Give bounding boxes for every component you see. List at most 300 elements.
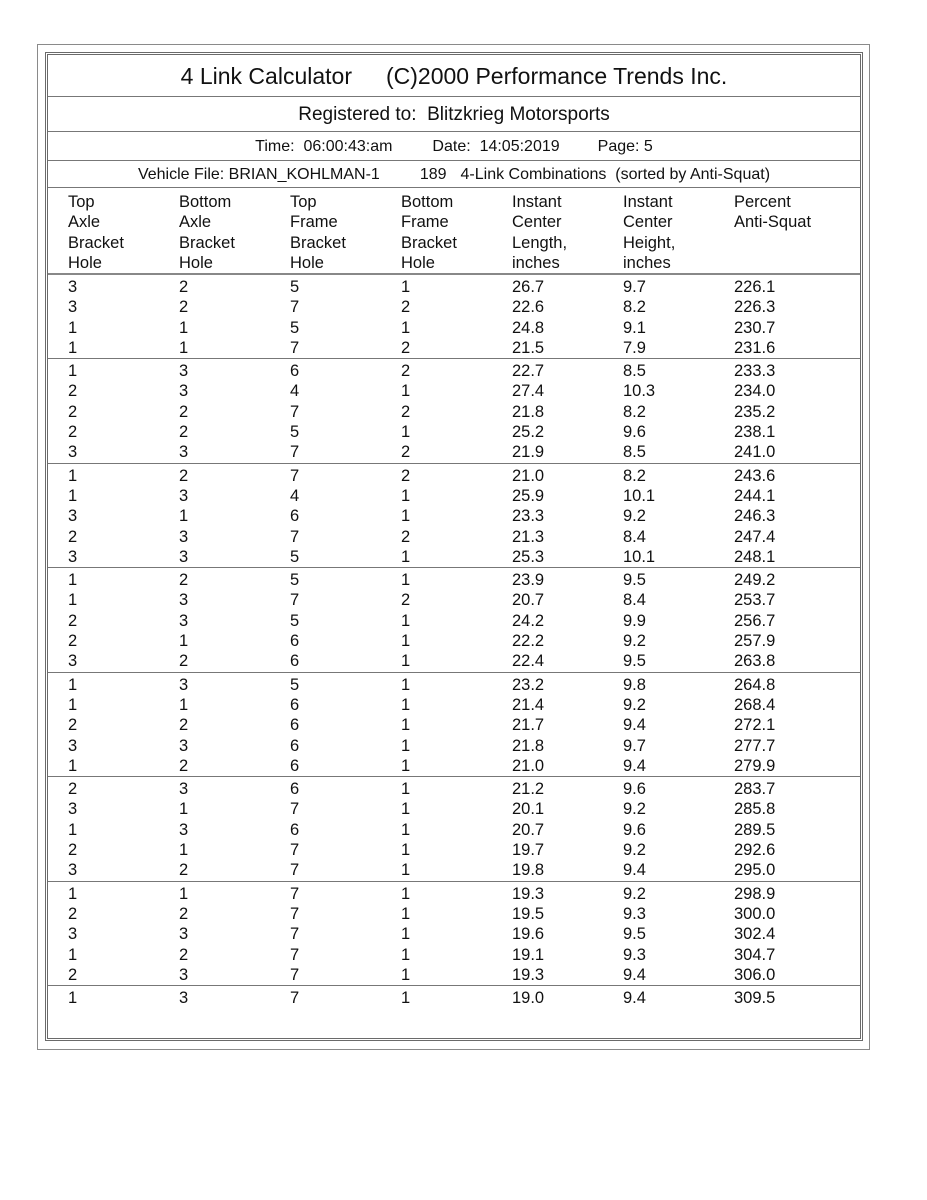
cell-bottom-axle-bracket-hole: 3 <box>179 925 189 944</box>
table-row <box>48 338 860 358</box>
cell-bottom-frame-bracket-hole: 1 <box>401 652 411 671</box>
cell-ic-height: 9.5 <box>623 925 646 944</box>
row-group <box>48 986 860 1008</box>
cell-bottom-axle-bracket-hole: 3 <box>179 591 189 610</box>
cell-percent-anti-squat: 243.6 <box>734 466 776 485</box>
cell-ic-length: 21.4 <box>512 695 545 714</box>
cell-ic-length: 20.7 <box>512 820 545 839</box>
cell-top-axle-bracket-hole: 3 <box>68 443 78 462</box>
date-label: Date: <box>432 138 471 155</box>
cell-ic-length: 19.8 <box>512 861 545 880</box>
vehicle-line <box>48 161 860 188</box>
cell-bottom-frame-bracket-hole: 1 <box>401 841 411 860</box>
cell-top-axle-bracket-hole: 3 <box>68 507 78 526</box>
cell-percent-anti-squat: 302.4 <box>734 925 776 944</box>
cell-bottom-frame-bracket-hole: 1 <box>401 423 411 442</box>
cell-ic-length: 25.3 <box>512 547 545 566</box>
cell-bottom-axle-bracket-hole: 2 <box>179 402 189 421</box>
cell-ic-height: 7.9 <box>623 338 646 357</box>
cell-top-frame-bracket-hole: 5 <box>290 547 300 566</box>
cell-bottom-frame-bracket-hole: 1 <box>401 675 411 694</box>
cell-top-axle-bracket-hole: 2 <box>68 611 78 630</box>
cell-ic-height: 9.9 <box>623 611 646 630</box>
cell-top-axle-bracket-hole: 1 <box>68 318 78 337</box>
column-header-top-frame-bracket-hole <box>290 192 346 273</box>
column-header-line: Center <box>512 213 562 232</box>
cell-ic-height: 9.2 <box>623 632 646 651</box>
cell-ic-length: 19.0 <box>512 989 545 1008</box>
cell-bottom-axle-bracket-hole: 2 <box>179 571 189 590</box>
cell-bottom-axle-bracket-hole: 1 <box>179 841 189 860</box>
cell-top-axle-bracket-hole: 2 <box>68 423 78 442</box>
cell-top-axle-bracket-hole: 1 <box>68 945 78 964</box>
cell-ic-height: 9.2 <box>623 507 646 526</box>
cell-bottom-axle-bracket-hole: 3 <box>179 675 189 694</box>
cell-top-axle-bracket-hole: 3 <box>68 925 78 944</box>
column-header-line: inches <box>623 253 671 272</box>
cell-ic-length: 19.6 <box>512 925 545 944</box>
cell-bottom-frame-bracket-hole: 1 <box>401 611 411 630</box>
cell-top-axle-bracket-hole: 1 <box>68 571 78 590</box>
sort-note: (sorted by Anti-Squat) <box>615 166 771 183</box>
cell-percent-anti-squat: 304.7 <box>734 945 776 964</box>
cell-bottom-axle-bracket-hole: 2 <box>179 861 189 880</box>
cell-top-frame-bracket-hole: 7 <box>290 527 300 546</box>
table-row <box>48 924 860 944</box>
cell-ic-length: 22.6 <box>512 298 545 317</box>
cell-percent-anti-squat: 226.1 <box>734 278 776 296</box>
cell-percent-anti-squat: 309.5 <box>734 989 776 1008</box>
cell-ic-length: 19.5 <box>512 904 545 923</box>
row-group <box>48 673 860 777</box>
cell-bottom-axle-bracket-hole: 2 <box>179 756 189 775</box>
cell-percent-anti-squat: 253.7 <box>734 591 776 610</box>
cell-percent-anti-squat: 248.1 <box>734 547 776 566</box>
cell-top-frame-bracket-hole: 7 <box>290 925 300 944</box>
cell-bottom-frame-bracket-hole: 2 <box>401 466 411 485</box>
table-row <box>48 675 860 695</box>
cell-ic-height: 9.6 <box>623 423 646 442</box>
cell-percent-anti-squat: 295.0 <box>734 861 776 880</box>
cell-top-frame-bracket-hole: 6 <box>290 716 300 735</box>
cell-bottom-axle-bracket-hole: 3 <box>179 989 189 1008</box>
row-group <box>48 275 860 359</box>
cell-percent-anti-squat: 263.8 <box>734 652 776 671</box>
cell-top-axle-bracket-hole: 2 <box>68 402 78 421</box>
cell-top-frame-bracket-hole: 6 <box>290 362 300 381</box>
table-row <box>48 779 860 799</box>
column-header-line <box>734 253 811 273</box>
cell-ic-length: 19.3 <box>512 965 545 984</box>
cell-top-frame-bracket-hole: 5 <box>290 423 300 442</box>
cell-top-axle-bracket-hole: 1 <box>68 820 78 839</box>
table-row <box>48 756 860 776</box>
cell-top-frame-bracket-hole: 6 <box>290 632 300 651</box>
cell-top-axle-bracket-hole: 2 <box>68 780 78 799</box>
cell-ic-length: 24.8 <box>512 318 545 337</box>
table-row <box>48 590 860 610</box>
cell-percent-anti-squat: 249.2 <box>734 571 776 590</box>
row-group <box>48 568 860 672</box>
cell-top-frame-bracket-hole: 7 <box>290 466 300 485</box>
cell-ic-height: 9.7 <box>623 736 646 755</box>
cell-ic-length: 21.7 <box>512 716 545 735</box>
row-group <box>48 359 860 463</box>
report-frame <box>45 52 863 1041</box>
cell-top-axle-bracket-hole: 1 <box>68 362 78 381</box>
column-header-line: Bottom <box>401 193 454 211</box>
column-header-line: Height, <box>623 233 676 252</box>
column-header-line: Percent <box>734 193 791 211</box>
cell-percent-anti-squat: 234.0 <box>734 382 776 401</box>
cell-bottom-axle-bracket-hole: 1 <box>179 338 189 357</box>
column-header-line: Bottom <box>179 193 232 211</box>
date-value: 14:05:2019 <box>479 138 560 155</box>
cell-percent-anti-squat: 306.0 <box>734 965 776 984</box>
registered-to: Blitzkrieg Motorsports <box>427 104 610 125</box>
column-header-line: Center <box>623 213 673 232</box>
cell-top-frame-bracket-hole: 7 <box>290 298 300 317</box>
table-row <box>48 736 860 756</box>
cell-bottom-frame-bracket-hole: 1 <box>401 780 411 799</box>
app-name: 4 Link Calculator <box>180 63 352 89</box>
table-row <box>48 486 860 506</box>
cell-ic-length: 19.7 <box>512 841 545 860</box>
cell-ic-length: 21.2 <box>512 780 545 799</box>
cell-bottom-frame-bracket-hole: 1 <box>401 820 411 839</box>
column-header-line: Top <box>290 193 317 211</box>
cell-ic-length: 21.8 <box>512 736 545 755</box>
cell-top-frame-bracket-hole: 7 <box>290 884 300 903</box>
column-header-line: Hole <box>290 253 324 272</box>
cell-ic-height: 9.7 <box>623 278 646 296</box>
cell-top-axle-bracket-hole: 2 <box>68 632 78 651</box>
cell-top-axle-bracket-hole: 1 <box>68 884 78 903</box>
cell-bottom-axle-bracket-hole: 1 <box>179 318 189 337</box>
cell-percent-anti-squat: 246.3 <box>734 507 776 526</box>
cell-bottom-frame-bracket-hole: 2 <box>401 527 411 546</box>
column-header-line: Instant <box>512 193 562 211</box>
cell-top-frame-bracket-hole: 7 <box>290 904 300 923</box>
cell-bottom-frame-bracket-hole: 1 <box>401 904 411 923</box>
cell-ic-height: 10.3 <box>623 382 656 401</box>
cell-ic-height: 9.2 <box>623 884 646 903</box>
cell-percent-anti-squat: 230.7 <box>734 318 776 337</box>
cell-bottom-axle-bracket-hole: 3 <box>179 547 189 566</box>
cell-ic-height: 8.5 <box>623 362 646 381</box>
cell-ic-height: 9.3 <box>623 945 646 964</box>
cell-top-frame-bracket-hole: 7 <box>290 338 300 357</box>
column-header-line: Hole <box>401 253 435 272</box>
cell-percent-anti-squat: 300.0 <box>734 904 776 923</box>
cell-bottom-frame-bracket-hole: 1 <box>401 800 411 819</box>
table-header <box>48 188 860 275</box>
cell-top-frame-bracket-hole: 6 <box>290 695 300 714</box>
cell-percent-anti-squat: 233.3 <box>734 362 776 381</box>
row-group <box>48 464 860 568</box>
cell-top-axle-bracket-hole: 2 <box>68 904 78 923</box>
cell-percent-anti-squat: 268.4 <box>734 695 776 714</box>
cell-top-axle-bracket-hole: 3 <box>68 861 78 880</box>
cell-top-axle-bracket-hole: 2 <box>68 527 78 546</box>
cell-ic-height: 9.4 <box>623 965 646 984</box>
vehicle-file: BRIAN_KOHLMAN-1 <box>228 166 380 183</box>
cell-ic-height: 9.3 <box>623 904 646 923</box>
row-group <box>48 882 860 986</box>
cell-bottom-axle-bracket-hole: 1 <box>179 632 189 651</box>
cell-top-axle-bracket-hole: 3 <box>68 278 78 296</box>
cell-percent-anti-squat: 264.8 <box>734 675 776 694</box>
cell-bottom-frame-bracket-hole: 1 <box>401 884 411 903</box>
cell-bottom-axle-bracket-hole: 3 <box>179 486 189 505</box>
cell-top-frame-bracket-hole: 6 <box>290 652 300 671</box>
column-header-line: Frame <box>401 213 449 232</box>
cell-top-axle-bracket-hole: 1 <box>68 486 78 505</box>
cell-bottom-frame-bracket-hole: 1 <box>401 507 411 526</box>
cell-top-axle-bracket-hole: 1 <box>68 591 78 610</box>
cell-percent-anti-squat: 257.9 <box>734 632 776 651</box>
cell-ic-length: 23.3 <box>512 507 545 526</box>
cell-top-axle-bracket-hole: 1 <box>68 466 78 485</box>
cell-top-frame-bracket-hole: 5 <box>290 675 300 694</box>
cell-top-axle-bracket-hole: 2 <box>68 716 78 735</box>
cell-top-frame-bracket-hole: 7 <box>290 861 300 880</box>
cell-bottom-axle-bracket-hole: 3 <box>179 611 189 630</box>
row-group <box>48 777 860 881</box>
cell-ic-length: 23.2 <box>512 675 545 694</box>
cell-bottom-frame-bracket-hole: 1 <box>401 945 411 964</box>
column-header-line: inches <box>512 253 560 272</box>
cell-bottom-axle-bracket-hole: 2 <box>179 716 189 735</box>
cell-ic-length: 21.0 <box>512 466 545 485</box>
cell-top-frame-bracket-hole: 5 <box>290 318 300 337</box>
cell-top-frame-bracket-hole: 5 <box>290 571 300 590</box>
cell-bottom-frame-bracket-hole: 1 <box>401 965 411 984</box>
cell-ic-length: 20.7 <box>512 591 545 610</box>
cell-ic-height: 9.4 <box>623 989 646 1008</box>
cell-percent-anti-squat: 247.4 <box>734 527 776 546</box>
cell-ic-length: 26.7 <box>512 278 545 296</box>
cell-ic-height: 8.2 <box>623 298 646 317</box>
cell-bottom-axle-bracket-hole: 2 <box>179 278 189 296</box>
cell-top-axle-bracket-hole: 1 <box>68 675 78 694</box>
column-header-line: Hole <box>68 253 102 272</box>
cell-bottom-axle-bracket-hole: 1 <box>179 884 189 903</box>
cell-bottom-frame-bracket-hole: 1 <box>401 486 411 505</box>
cell-bottom-frame-bracket-hole: 2 <box>401 443 411 462</box>
table-row <box>48 695 860 715</box>
column-header-line: Anti-Squat <box>734 213 812 232</box>
column-header-line: Bracket <box>68 233 124 252</box>
cell-top-frame-bracket-hole: 7 <box>290 402 300 421</box>
table-row <box>48 840 860 860</box>
cell-top-axle-bracket-hole: 2 <box>68 841 78 860</box>
cell-bottom-axle-bracket-hole: 3 <box>179 362 189 381</box>
column-header-line: Bracket <box>290 233 346 252</box>
table-row <box>48 945 860 965</box>
cell-bottom-frame-bracket-hole: 1 <box>401 571 411 590</box>
cell-percent-anti-squat: 272.1 <box>734 716 776 735</box>
cell-ic-height: 9.4 <box>623 861 646 880</box>
table-row <box>48 965 860 985</box>
cell-percent-anti-squat: 231.6 <box>734 338 776 357</box>
cell-ic-height: 9.6 <box>623 780 646 799</box>
cell-ic-length: 25.9 <box>512 486 545 505</box>
cell-percent-anti-squat: 285.8 <box>734 800 776 819</box>
cell-bottom-frame-bracket-hole: 1 <box>401 925 411 944</box>
cell-top-frame-bracket-hole: 7 <box>290 800 300 819</box>
cell-top-axle-bracket-hole: 3 <box>68 652 78 671</box>
table-row <box>48 422 860 442</box>
table-row <box>48 820 860 840</box>
cell-bottom-axle-bracket-hole: 2 <box>179 945 189 964</box>
column-header-line: Bracket <box>179 233 235 252</box>
cell-ic-height: 8.2 <box>623 402 646 421</box>
cell-top-frame-bracket-hole: 5 <box>290 611 300 630</box>
cell-percent-anti-squat: 283.7 <box>734 780 776 799</box>
cell-bottom-frame-bracket-hole: 1 <box>401 861 411 880</box>
cell-top-frame-bracket-hole: 4 <box>290 382 300 401</box>
cell-bottom-frame-bracket-hole: 2 <box>401 338 411 357</box>
column-header-line: Bracket <box>401 233 457 252</box>
cell-bottom-axle-bracket-hole: 2 <box>179 298 189 317</box>
cell-bottom-axle-bracket-hole: 3 <box>179 736 189 755</box>
table-row <box>48 884 860 904</box>
cell-bottom-frame-bracket-hole: 1 <box>401 318 411 337</box>
time-value: 06:00:43:am <box>303 138 393 155</box>
cell-top-frame-bracket-hole: 4 <box>290 486 300 505</box>
cell-top-frame-bracket-hole: 7 <box>290 841 300 860</box>
cell-top-frame-bracket-hole: 7 <box>290 443 300 462</box>
cell-bottom-axle-bracket-hole: 2 <box>179 652 189 671</box>
cell-ic-length: 22.2 <box>512 632 545 651</box>
cell-percent-anti-squat: 238.1 <box>734 423 776 442</box>
cell-ic-height: 8.4 <box>623 591 646 610</box>
vehicle-file-label: Vehicle File: <box>137 166 225 183</box>
cell-percent-anti-squat: 277.7 <box>734 736 776 755</box>
copyright: (C)2000 Performance Trends Inc. <box>385 63 728 89</box>
cell-bottom-axle-bracket-hole: 1 <box>179 695 189 714</box>
cell-bottom-frame-bracket-hole: 1 <box>401 382 411 401</box>
table-row <box>48 506 860 526</box>
cell-top-axle-bracket-hole: 1 <box>68 695 78 714</box>
cell-ic-length: 19.1 <box>512 945 545 964</box>
cell-top-frame-bracket-hole: 7 <box>290 945 300 964</box>
cell-ic-height: 8.4 <box>623 527 646 546</box>
report-title <box>48 55 860 97</box>
cell-ic-length: 21.5 <box>512 338 545 357</box>
cell-bottom-axle-bracket-hole: 3 <box>179 965 189 984</box>
column-header-line: Frame <box>290 213 338 232</box>
cell-ic-length: 22.7 <box>512 362 545 381</box>
cell-percent-anti-squat: 226.3 <box>734 298 776 317</box>
cell-ic-length: 23.9 <box>512 571 545 590</box>
cell-ic-height: 9.2 <box>623 800 646 819</box>
column-header-bottom-frame-bracket-hole <box>401 192 457 273</box>
table-body <box>48 275 860 1008</box>
cell-top-axle-bracket-hole: 1 <box>68 989 78 1008</box>
cell-ic-length: 21.8 <box>512 402 545 421</box>
table-row <box>48 466 860 486</box>
cell-ic-length: 21.9 <box>512 443 545 462</box>
cell-ic-length: 21.0 <box>512 756 545 775</box>
table-row <box>48 277 860 297</box>
cell-top-axle-bracket-hole: 3 <box>68 298 78 317</box>
table-row <box>48 547 860 567</box>
cell-bottom-frame-bracket-hole: 1 <box>401 756 411 775</box>
cell-bottom-axle-bracket-hole: 3 <box>179 820 189 839</box>
cell-top-frame-bracket-hole: 7 <box>290 591 300 610</box>
cell-bottom-frame-bracket-hole: 1 <box>401 632 411 651</box>
table-row <box>48 381 860 401</box>
table-row <box>48 799 860 819</box>
cell-ic-height: 10.1 <box>623 486 656 505</box>
cell-bottom-axle-bracket-hole: 2 <box>179 466 189 485</box>
cell-ic-height: 9.5 <box>623 652 646 671</box>
column-header-line: Hole <box>179 253 213 272</box>
cell-percent-anti-squat: 256.7 <box>734 611 776 630</box>
cell-bottom-axle-bracket-hole: 2 <box>179 904 189 923</box>
cell-ic-height: 9.8 <box>623 675 646 694</box>
cell-bottom-frame-bracket-hole: 1 <box>401 547 411 566</box>
cell-bottom-frame-bracket-hole: 2 <box>401 402 411 421</box>
cell-percent-anti-squat: 292.6 <box>734 841 776 860</box>
cell-ic-length: 25.2 <box>512 423 545 442</box>
cell-top-axle-bracket-hole: 3 <box>68 800 78 819</box>
cell-percent-anti-squat: 279.9 <box>734 756 776 775</box>
cell-ic-height: 9.1 <box>623 318 646 337</box>
cell-bottom-frame-bracket-hole: 2 <box>401 362 411 381</box>
cell-percent-anti-squat: 244.1 <box>734 486 776 505</box>
table-row <box>48 570 860 590</box>
cell-top-axle-bracket-hole: 2 <box>68 382 78 401</box>
cell-top-axle-bracket-hole: 3 <box>68 547 78 566</box>
cell-top-axle-bracket-hole: 2 <box>68 965 78 984</box>
page-label: Page: <box>597 138 640 155</box>
cell-ic-height: 9.2 <box>623 841 646 860</box>
report-meta <box>48 132 860 161</box>
column-header-top-axle-bracket-hole <box>68 192 124 273</box>
page-number: 5 <box>643 138 653 155</box>
cell-ic-height: 9.6 <box>623 820 646 839</box>
cell-top-axle-bracket-hole: 3 <box>68 736 78 755</box>
column-header-line: Axle <box>68 213 101 232</box>
cell-top-frame-bracket-hole: 6 <box>290 756 300 775</box>
column-header-line: Axle <box>179 213 212 232</box>
cell-top-axle-bracket-hole: 1 <box>68 338 78 357</box>
cell-bottom-frame-bracket-hole: 1 <box>401 278 411 296</box>
cell-bottom-frame-bracket-hole: 1 <box>401 716 411 735</box>
table-row <box>48 611 860 631</box>
column-header-line <box>734 233 811 253</box>
registered-label: Registered to: <box>298 104 417 125</box>
cell-top-frame-bracket-hole: 6 <box>290 736 300 755</box>
cell-ic-length: 20.1 <box>512 800 545 819</box>
cell-ic-length: 27.4 <box>512 382 545 401</box>
time-label: Time: <box>255 138 295 155</box>
cell-ic-height: 9.2 <box>623 695 646 714</box>
cell-ic-height: 8.2 <box>623 466 646 485</box>
cell-top-frame-bracket-hole: 7 <box>290 965 300 984</box>
cell-ic-height: 10.1 <box>623 547 656 566</box>
column-header-ic-length <box>512 192 567 273</box>
table-row <box>48 402 860 422</box>
column-header-line: Top <box>68 193 95 211</box>
table-row <box>48 297 860 317</box>
cell-top-frame-bracket-hole: 6 <box>290 780 300 799</box>
table-row <box>48 361 860 381</box>
cell-bottom-axle-bracket-hole: 1 <box>179 800 189 819</box>
